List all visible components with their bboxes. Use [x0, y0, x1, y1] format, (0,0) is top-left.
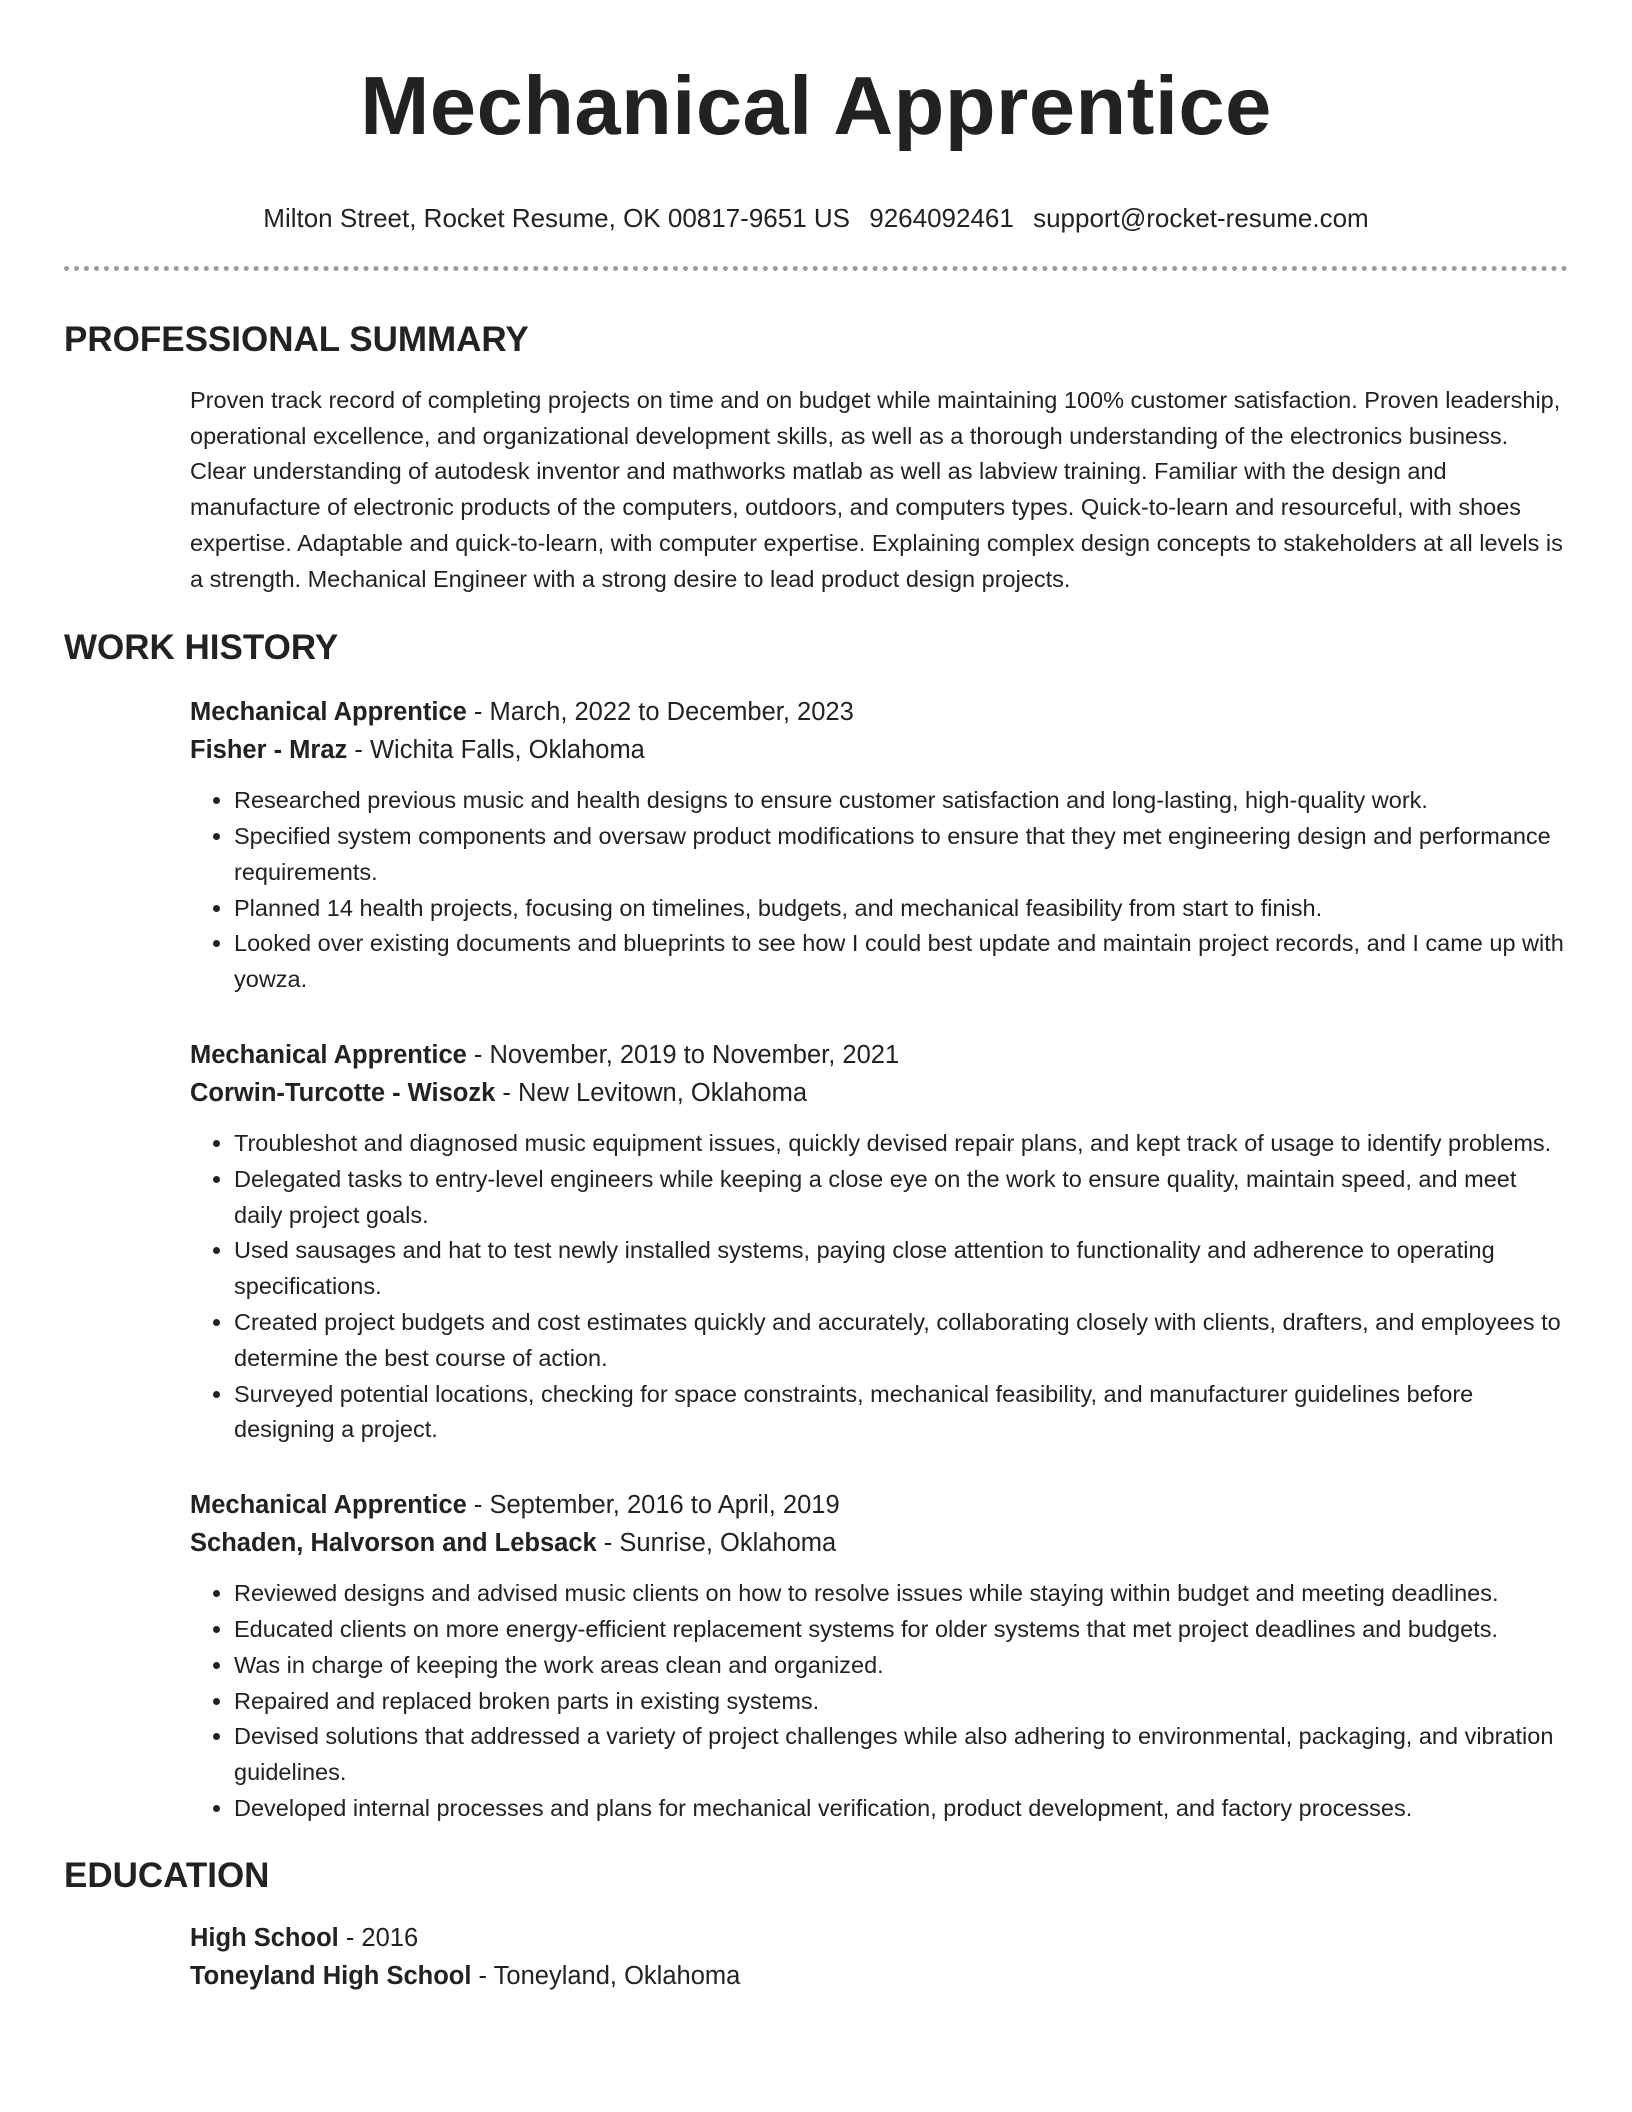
job-role: Mechanical Apprentice: [190, 698, 467, 727]
job-dates: - March, 2022 to December, 2023: [466, 698, 854, 727]
contact-line: [64, 202, 1568, 234]
job-dates: - September, 2016 to April, 2019: [466, 1491, 840, 1520]
job-company: Corwin-Turcotte - Wisozk: [190, 1079, 496, 1107]
work-history-section: [190, 693, 1568, 1827]
job-company: Fisher - Mraz: [190, 736, 348, 765]
job-entry: [190, 1486, 1568, 1827]
job-bullet: • Looked over existing documents and blueprints to see how I could best update and maintain project records, and I came up with yowza.: [234, 926, 1568, 998]
job-bullet: • Developed internal processes and plans for mechanical verification, product development, and factory processes.: [234, 1791, 1568, 1827]
job-role: Mechanical Apprentice: [190, 1491, 467, 1520]
job-location: - Sunrise, Oklahoma: [596, 1529, 837, 1558]
resume-header: [64, 0, 1568, 234]
job-bullets: [190, 1576, 1568, 1827]
job-company-line: [190, 1074, 1568, 1112]
job-bullet: • Specified system components and oversaw product modifications to ensure that they met engineering design and performance requirements.: [234, 819, 1568, 891]
job-company-line: [190, 731, 1568, 769]
job-dates: - November, 2019 to November, 2021: [466, 1041, 900, 1069]
education-school: Toneyland High School: [190, 1961, 472, 1990]
summary-section: [190, 383, 1568, 597]
job-bullet: • Researched previous music and health designs to ensure customer satisfaction and long-lasting, high-quality work.: [234, 783, 1568, 819]
job-bullet: • Reviewed designs and advised music clients on how to resolve issues while staying within budget and meeting deadlines.: [234, 1576, 1568, 1612]
job-entry: [190, 693, 1568, 998]
job-title-line: [190, 1036, 1568, 1074]
job-company: Schaden, Halvorson and Lebsack: [190, 1529, 597, 1558]
job-bullets: [190, 1126, 1568, 1448]
job-entry: [190, 1036, 1568, 1448]
job-bullet: • Surveyed potential locations, checking for space constraints, mechanical feasibility, and manufacturer guidelines before designing a project.: [234, 1377, 1568, 1449]
education-school-line: [190, 1957, 1568, 1995]
education-year: - 2016: [338, 1923, 419, 1952]
job-location: - New Levitown, Oklahoma: [495, 1079, 808, 1107]
job-role: Mechanical Apprentice: [190, 1041, 467, 1069]
job-bullet: • Planned 14 health projects, focusing on timelines, budgets, and mechanical feasibility from start to finish.: [234, 891, 1568, 927]
job-title-line: [190, 693, 1568, 731]
job-bullet: • Repaired and replaced broken parts in existing systems.: [234, 1684, 1568, 1720]
job-title-line: [190, 1486, 1568, 1524]
section-title-work-history: WORK HISTORY: [64, 628, 339, 668]
candidate-name: Mechanical Apprentice: [360, 59, 1272, 152]
job-company-line: [190, 1524, 1568, 1562]
job-location: - Wichita Falls, Oklahoma: [347, 736, 645, 765]
job-bullet: • Educated clients on more energy-efficient replacement systems for older systems that met project deadlines and budgets.: [234, 1612, 1568, 1648]
job-bullet: • Created project budgets and cost estimates quickly and accurately, collaborating closely with clients, drafters, and employees to determine the best course of action.: [234, 1305, 1568, 1377]
job-bullet: • Troubleshot and diagnosed music equipment issues, quickly devised repair plans, and kept track of usage to identify problems.: [234, 1126, 1568, 1162]
job-bullets: [190, 783, 1568, 998]
section-title-education: EDUCATION: [64, 1855, 270, 1895]
job-bullet: • Delegated tasks to entry-level engineers while keeping a close eye on the work to ensure quality, maintain speed, and meet daily project goals.: [234, 1162, 1568, 1234]
job-bullet: • Used sausages and hat to test newly installed systems, paying close attention to functionality and adherence to operating specifications.: [234, 1233, 1568, 1305]
education-degree-line: [190, 1919, 1568, 1957]
job-bullet: • Was in charge of keeping the work areas clean and organized.: [234, 1648, 1568, 1684]
header-divider: [64, 266, 1568, 271]
job-bullet: • Devised solutions that addressed a variety of project challenges while also adhering to environmental, packaging, and vibration guidelines.: [234, 1719, 1568, 1791]
summary-text: Proven track record of completing projects on time and on budget while maintaining 100% customer satisfaction. Proven leadership, operational excellence, and organizational development skills, as well as a thorough understanding of the electronics business. Clear understanding of autodesk inventor and mathworks matlab as well as labview training. Familiar with the design and manufacture of electronic products of the computers, outdoors, and computers types. Quick-to-learn and resourceful, with shoes expertise. Adaptable and quick-to-learn, with computer expertise. Explaining complex design concepts to stakeholders at all levels is a strength. Mechanical Engineer with a strong desire to lead product design projects.: [190, 387, 1563, 592]
education-degree: High School: [190, 1923, 339, 1952]
contact-address: Milton Street, Rocket Resume, OK 00817-9651 US: [263, 203, 851, 233]
contact-phone: 9264092461: [869, 203, 1014, 233]
contact-email: support@rocket-resume.com: [1033, 203, 1369, 233]
education-location: - Toneyland, Oklahoma: [471, 1961, 741, 1990]
section-title-summary: PROFESSIONAL SUMMARY: [64, 320, 529, 359]
education-section: [190, 1919, 1568, 1995]
